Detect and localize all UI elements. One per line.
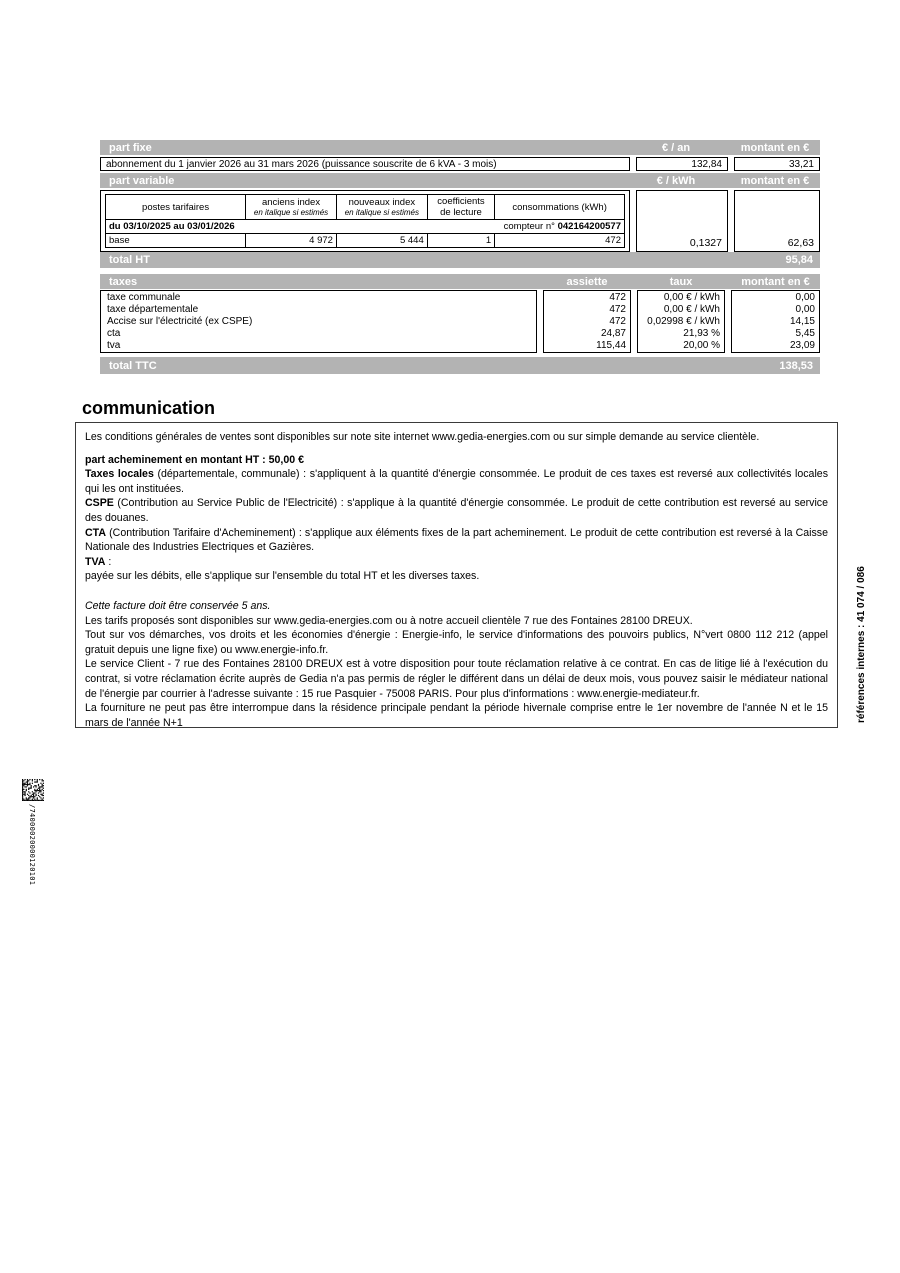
total-ttc-bar <box>100 357 820 374</box>
internal-references-vertical-text: références internes : 41 074 / 086 <box>856 566 867 723</box>
tax-assiette-value: 472 <box>609 304 626 316</box>
conditions-generales-text: Les conditions générales de ventes sont disponibles sur note site internet www.gedia-energies.com ou sur simple demande au service clientèle. <box>85 431 760 443</box>
ancien-index-value: 4 972 <box>246 234 337 248</box>
table-row <box>106 234 625 248</box>
tax-row-label: taxe communale <box>107 292 181 303</box>
taxes-locales-text: Taxes locales (départementale, communale) : s'appliquent à la quantité d'énergie consommée. Le produit de ces taxes est reversé aux collectivités locales qui les ont instituées. <box>85 468 828 495</box>
part-variable-unit-column-header: € / kWh <box>656 174 696 187</box>
tax-assiette-value: 115,44 <box>596 340 626 352</box>
part-variable-amount-column-header: montant en € <box>740 174 810 187</box>
tax-name-column <box>100 290 537 353</box>
fourniture-text: La fourniture ne peut pas être interrompue dans la résidence principale pendant la période hivernale comprise entre le 1er novembre de l'année N et le 15 mars de l'année N+1 <box>85 702 828 729</box>
datamatrix-barcode-icon <box>22 779 44 801</box>
period-row <box>106 220 625 234</box>
barcode-number-vertical-text: /74000020000120101 <box>28 804 36 886</box>
consumption-table-box <box>100 190 630 252</box>
abonnement-amount: 33,21 <box>788 158 814 170</box>
part-variable-header-bar <box>100 173 820 188</box>
part-fixe-title: part fixe <box>109 141 152 154</box>
col-header-consommations: consommations (kWh) <box>495 195 625 220</box>
cspe-text: CSPE (Contribution au Service Public de l'Electricité) : s'applique à la quantité d'énergie consommée. Le produit de cette contribution est reversé au service des douanes. <box>85 497 828 524</box>
tax-row-label: tva <box>107 340 121 352</box>
billing-period: du 03/10/2025 au 03/01/2026 <box>109 221 235 232</box>
tva-label: TVA : <box>85 555 112 568</box>
col-header-nouveaux-index: nouveaux index en italique si estimés <box>336 195 427 220</box>
nouveau-index-value: 5 444 <box>336 234 427 248</box>
tax-taux-value: 0,00 € / kWh <box>663 304 720 316</box>
tax-taux-column <box>637 290 725 353</box>
coefficient-value: 1 <box>427 234 494 248</box>
tax-assiette-value: 472 <box>609 316 626 328</box>
part-acheminement-text: part acheminement en montant HT : 50,00 € <box>85 453 304 466</box>
tax-row-label: Accise sur l'électricité (ex CSPE) <box>107 316 253 328</box>
taxes-taux-column-header: taux <box>669 275 693 288</box>
energie-info-text: Tout sur vos démarches, vos droits et les économies d'énergie : Energie-info, le service d'informations des pouvoirs publics, N°vert 0800 112 212 (appel gratuit depuis une ligne fixe) ou www.energie-info.fr. <box>85 629 828 656</box>
tax-row-label: taxe départementale <box>107 304 199 316</box>
tax-amount-value: 23,09 <box>789 340 815 352</box>
tax-taux-value: 0,00 € / kWh <box>663 292 720 303</box>
total-ht-bar <box>100 252 820 268</box>
service-client-text: Le service Client - 7 rue des Fontaines 28100 DREUX est à votre disposition pour toute réclamation relative à ce contrat. En cas de litige lié à l'exécution du contrat, si votre réclamation écrite auprès de Gedia n'a pas permis de régler le différent dans un délai de deux mois, vous pouvez saisir le médiateur national de l'énergie par courrier à l'adresse suivante : 15 rue Pasquier - 75008 PARIS. Pour plus d'informations : www.energie-mediateur.fr. <box>85 658 828 700</box>
consommation-value: 472 <box>495 234 625 248</box>
tva-text: payée sur les débits, elle s'applique sur l'ensemble du total HT et les diverses taxes. <box>85 570 480 583</box>
taxes-assiette-column-header: assiette <box>566 275 608 288</box>
col-header-postes-tarifaires: postes tarifaires <box>106 195 246 220</box>
col-header-coefficients: coefficients de lecture <box>427 195 494 220</box>
total-ttc-label: total TTC <box>109 359 157 372</box>
tax-taux-value: 20,00 % <box>683 340 720 352</box>
abonnement-label: abonnement du 1 janvier 2026 au 31 mars 2026 (puissance souscrite de 6 kVA - 3 mois) <box>106 158 497 170</box>
abonnement-unit-price: 132,84 <box>691 158 722 170</box>
part-fixe-unit-column-header: € / an <box>661 141 691 154</box>
part-variable-amount: 62,63 <box>734 190 820 252</box>
taxes-amount-column-header: montant en € <box>741 275 810 288</box>
tax-assiette-value: 24,87 <box>600 328 626 340</box>
tax-row-label: cta <box>107 328 121 340</box>
tax-amount-value: 14,15 <box>789 316 815 328</box>
poste-tarifaire-value: base <box>106 234 246 248</box>
tax-assiette-column <box>543 290 631 353</box>
meter-reference: compteur n° 042164200577 <box>503 221 621 232</box>
part-variable-body <box>100 190 820 247</box>
communication-heading: communication <box>82 398 216 418</box>
tax-amount-value: 5,45 <box>795 328 815 340</box>
total-ht-label: total HT <box>109 254 150 266</box>
part-variable-title: part variable <box>109 174 175 187</box>
part-fixe-amount-column-header: montant en € <box>740 141 810 154</box>
col-header-anciens-index: anciens index en italique si estimés <box>246 195 337 220</box>
cta-text: CTA (Contribution Tarifaire d'Acheminement) : s'applique aux éléments fixes de la part acheminement. Le produit de cette contribution est reversé à la Caisse Nationale des Industries Electriques et Gazières. <box>85 526 828 554</box>
part-variable-unit-price: 0,1327 <box>636 190 728 252</box>
tax-amount-value: 0,00 <box>795 292 815 303</box>
tax-assiette-value: 472 <box>609 292 626 303</box>
consumption-table <box>105 194 625 248</box>
total-ttc-value: 138,53 <box>779 359 813 372</box>
total-ht-value: 95,84 <box>785 254 813 266</box>
tax-taux-value: 21,93 % <box>683 328 720 340</box>
taxes-body <box>100 290 820 353</box>
taxes-header-bar <box>100 274 820 289</box>
part-fixe-row <box>100 157 820 171</box>
tax-amount-column <box>731 290 820 353</box>
meter-number: 042164200577 <box>557 221 621 232</box>
communication-box <box>75 422 838 728</box>
tarifs-text: Les tarifs proposés sont disponibles sur www.gedia-energies.com ou à notre accueil clientèle 7 rue des Fontaines 28100 DREUX. <box>85 614 693 627</box>
part-fixe-header-bar <box>100 140 820 155</box>
tax-taux-value: 0,02998 € / kWh <box>647 316 720 328</box>
tax-amount-value: 0,00 <box>795 304 815 316</box>
taxes-title: taxes <box>109 275 138 288</box>
conservation-notice: Cette facture doit être conservée 5 ans. <box>85 599 271 612</box>
